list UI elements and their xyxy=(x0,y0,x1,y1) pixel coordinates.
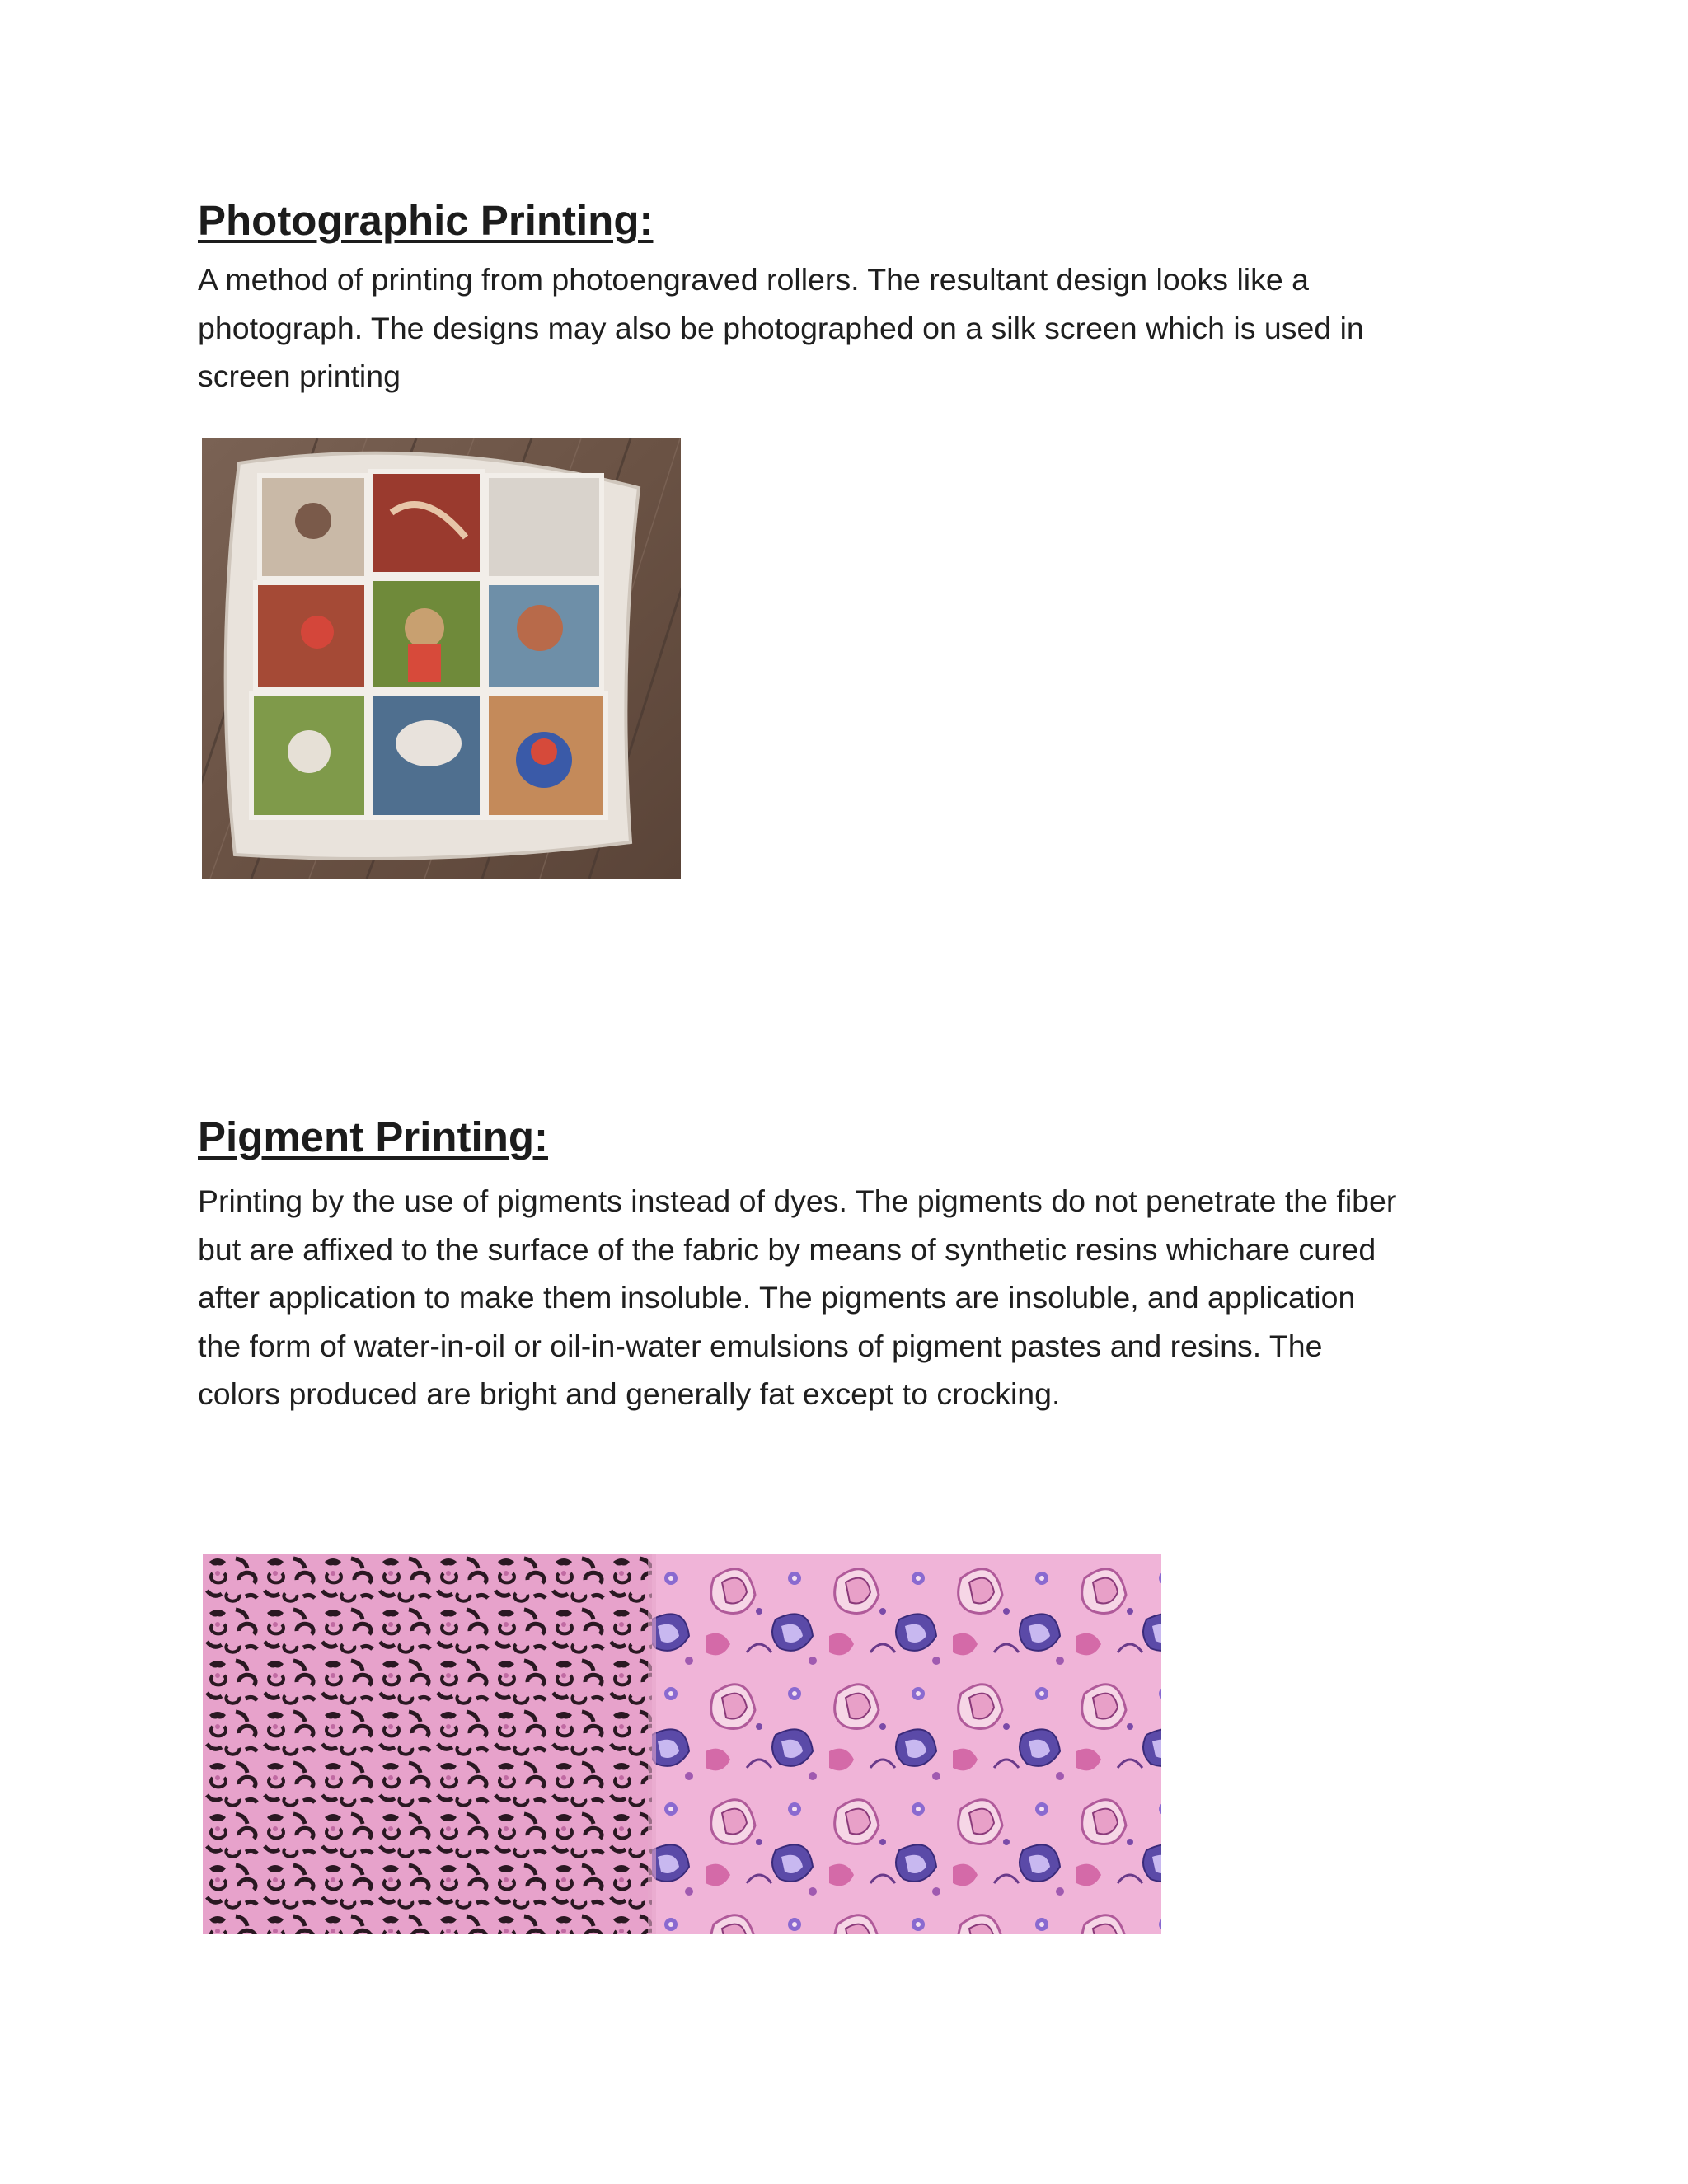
paragraph-line: after application to make them insoluble. The pigments are insoluble, and application xyxy=(198,1280,1356,1315)
photo-cushion-image xyxy=(202,438,681,879)
paragraph-pigment-printing xyxy=(198,1177,1500,1418)
paragraph-line: screen printing xyxy=(198,359,401,393)
pigment-fabric-image xyxy=(203,1554,1161,1934)
paragraph-line: colors produced are bright and generally fat except to crocking. xyxy=(198,1376,1061,1411)
paragraph-line: A method of printing from photoengraved rollers. The resultant design looks like a xyxy=(198,262,1309,297)
paragraph-line: Printing by the use of pigments instead of dyes. The pigments do not penetrate the fiber xyxy=(198,1183,1397,1218)
heading-pigment-printing: Pigment Printing: xyxy=(198,1113,548,1160)
heading-photographic-printing: Photographic Printing: xyxy=(198,197,654,244)
paragraph-line: photograph. The designs may also be photographed on a silk screen which is used in xyxy=(198,310,1364,345)
paragraph-line: but are affixed to the surface of the fabric by means of synthetic resins whichare cured xyxy=(198,1231,1376,1267)
paragraph-photographic-printing xyxy=(198,255,1500,401)
paragraph-line: the form of water-in-oil or oil-in-water emulsions of pigment pastes and resins. The xyxy=(198,1328,1323,1363)
